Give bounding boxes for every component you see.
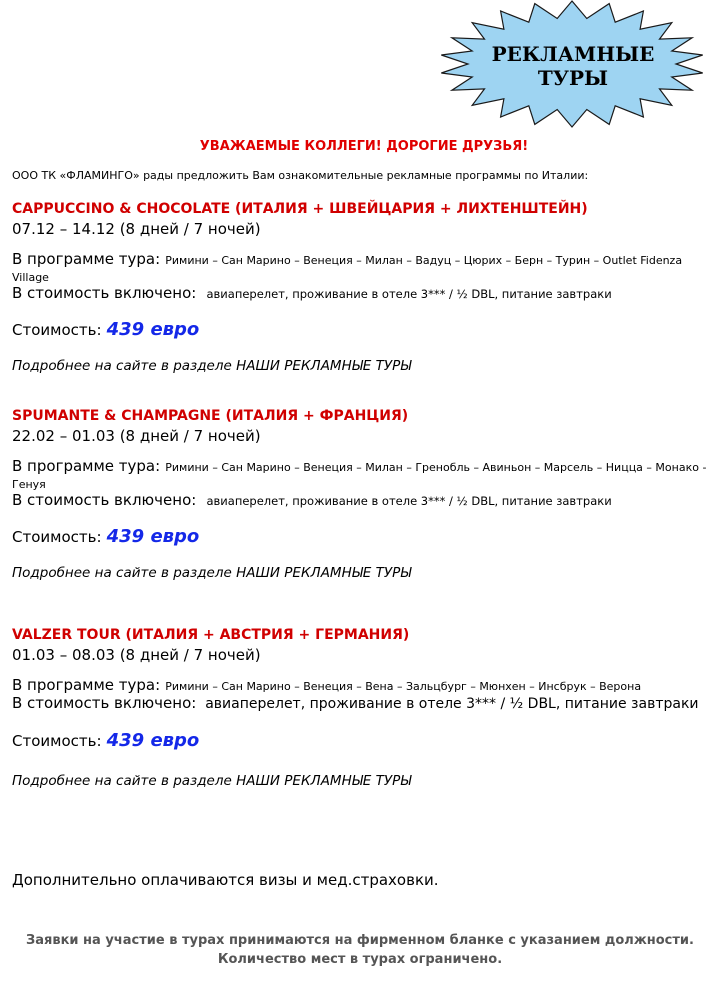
program-route: Римини – Сан Марино – Венеция – Вена – Зальцбург – Мюнхен – Инсбрук – Верона <box>165 680 642 693</box>
more-info-text: Подробнее на сайте в разделе НАШИ РЕКЛАМНЫЕ ТУРЫ <box>12 565 412 581</box>
tour-program <box>12 251 718 285</box>
tour-program <box>12 458 718 492</box>
price-label: Стоимость: <box>12 528 102 546</box>
more-info-text: Подробнее на сайте в разделе НАШИ РЕКЛАМНЫЕ ТУРЫ <box>12 773 412 789</box>
tour-price <box>12 525 718 549</box>
included-label: В стоимость включено: <box>12 284 197 302</box>
tour-block-3 <box>12 626 718 789</box>
included-label: В стоимость включено: <box>12 694 197 712</box>
tour-title: VALZER TOUR (ИТАЛИЯ + АВСТРИЯ + ГЕРМАНИЯ) <box>12 627 410 643</box>
tour-block-1 <box>12 200 718 374</box>
price-label: Стоимость: <box>12 321 102 339</box>
program-label: В программе тура: <box>12 457 161 475</box>
more-info-text: Подробнее на сайте в разделе НАШИ РЕКЛАМНЫЕ ТУРЫ <box>12 358 412 374</box>
tour-dates: 01.03 – 08.03 (8 дней / 7 ночей) <box>12 646 261 664</box>
program-route: Римини – Сан Марино – Венеция – Милан – Гренобль – Авиньон – Марсель – Ницца – Монако - Генуя <box>12 461 707 491</box>
price-value: 439 евро <box>106 319 200 340</box>
badge-line-2: ТУРЫ <box>537 66 609 90</box>
included-text: авиаперелет, проживание в отеле 3*** / ½ DBL, питание завтраки <box>206 494 612 508</box>
included-label: В стоимость включено: <box>12 491 197 509</box>
price-label: Стоимость: <box>12 732 102 750</box>
price-value: 439 евро <box>106 526 200 547</box>
footer-line-1: Заявки на участие в турах принимаются на фирменном бланке с указанием должности. <box>26 933 694 948</box>
extra-costs-note: Дополнительно оплачиваются визы и мед.страховки. <box>12 871 439 889</box>
price-value: 439 евро <box>106 730 200 751</box>
tour-program <box>12 677 718 694</box>
tour-price <box>12 318 718 342</box>
footer-line-2: Количество мест в турах ограничено. <box>217 952 503 967</box>
tour-block-2 <box>12 407 718 581</box>
greeting-heading: УВАЖАЕМЫЕ КОЛЛЕГИ! ДОРОГИЕ ДРУЗЬЯ! <box>199 139 529 154</box>
program-label: В программе тура: <box>12 250 161 268</box>
included-text: авиаперелет, проживание в отеле 3*** / ½ DBL, питание завтраки <box>205 696 699 712</box>
promo-starburst-badge <box>438 0 708 130</box>
footer-note <box>0 931 728 969</box>
included-text: авиаперелет, проживание в отеле 3*** / ½ DBL, питание завтраки <box>206 287 612 301</box>
program-route: Римини – Сан Марино – Венеция – Милан – Вадуц – Цюрих – Берн – Турин – Outlet Fidenza Village <box>12 254 683 284</box>
tour-included <box>12 694 718 713</box>
tour-included <box>12 492 718 509</box>
badge-text <box>438 42 708 90</box>
tour-title: CAPPUCCINO & CHOCOLATE (ИТАЛИЯ + ШВЕЙЦАРИЯ + ЛИХТЕНШТЕЙН) <box>12 201 588 217</box>
tour-title: SPUMANTE & CHAMPAGNE (ИТАЛИЯ + ФРАНЦИЯ) <box>12 408 409 424</box>
tour-price <box>12 729 718 753</box>
badge-line-1: РЕКЛАМНЫЕ <box>491 42 655 66</box>
intro-text: ООО ТК «ФЛАМИНГО» рады предложить Вам ознакомительные рекламные программы по Италии: <box>12 169 589 182</box>
tour-dates: 22.02 – 01.03 (8 дней / 7 ночей) <box>12 427 261 445</box>
tour-dates: 07.12 – 14.12 (8 дней / 7 ночей) <box>12 220 261 238</box>
program-label: В программе тура: <box>12 676 161 694</box>
tour-included <box>12 285 718 302</box>
